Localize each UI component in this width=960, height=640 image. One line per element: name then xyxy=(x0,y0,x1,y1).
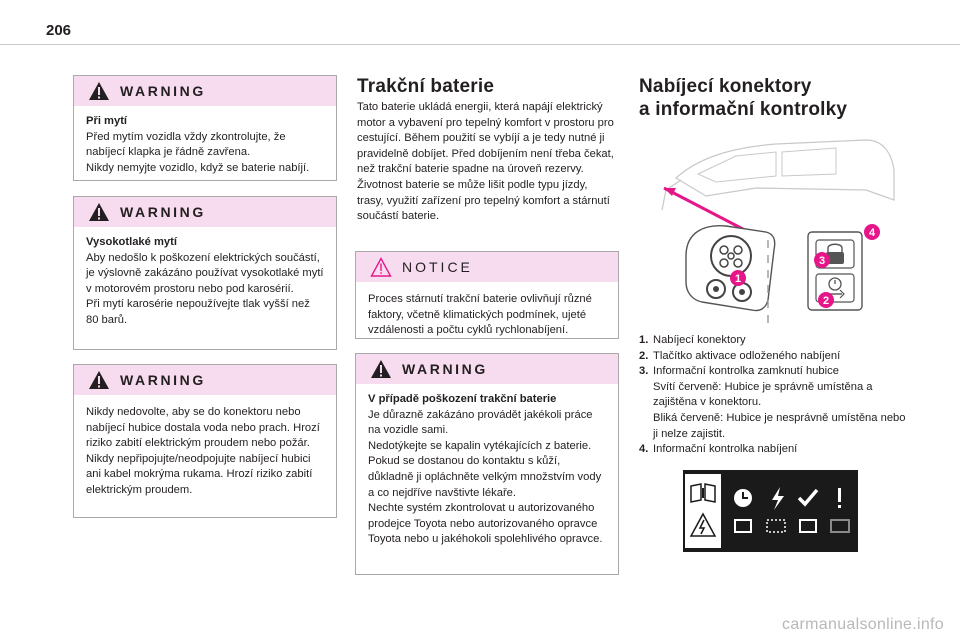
svg-text:1: 1 xyxy=(734,273,742,285)
callout-1 xyxy=(730,270,746,286)
warning-header xyxy=(74,365,336,395)
callout-3 xyxy=(814,252,830,268)
charging-indicator-panel xyxy=(683,470,858,552)
list-item-number: 2. xyxy=(639,349,649,362)
callout-4 xyxy=(864,224,880,240)
warning-heading: V případě poškození trakční baterie xyxy=(368,393,557,405)
warning-text: Před mytím vozidla vždy zkontrolujte, že nabíjecí klapka je řádně zavřena. Nikdy nemyjte vozidlo, když se baterie nabíjí. xyxy=(86,130,310,174)
list-item xyxy=(639,442,909,458)
warning-triangle-icon xyxy=(370,359,392,379)
list-item xyxy=(639,333,909,349)
warning-box-washing xyxy=(73,75,337,181)
warning-header xyxy=(74,197,336,227)
warning-triangle-icon xyxy=(88,370,110,390)
notice-triangle-icon xyxy=(370,257,392,277)
notice-title: NOTICE xyxy=(402,259,473,275)
list-item xyxy=(639,349,909,365)
svg-text:3: 3 xyxy=(818,255,826,267)
list-item-text: Nabíjecí konektory xyxy=(653,334,746,346)
warning-box-pressure xyxy=(73,196,337,350)
section-title-line2: a informační kontrolky xyxy=(639,99,848,120)
watermark: carmanualsonline.info xyxy=(782,616,944,633)
clock-icon xyxy=(734,489,752,507)
section-title-connectors xyxy=(639,75,847,121)
header-rule xyxy=(0,44,960,45)
warning-header xyxy=(356,354,618,384)
svg-text:4: 4 xyxy=(868,227,876,239)
list-item-text: Informační kontrolka nabíjení xyxy=(653,443,798,456)
exclamation-icon xyxy=(838,488,841,508)
warning-title: WARNING xyxy=(120,83,206,99)
warning-title: WARNING xyxy=(402,361,488,377)
warning-triangle-icon xyxy=(88,81,110,101)
warning-text: Je důrazně zakázáno provádět jakékoli práce na vozidle sami. Nedotýkejte se kapalin vytékajících z baterie. Pokud se dostanou do kontaktu s kůží, důkladně ji opláchněte velkým množstvím vody a co nejdříve navštivte lékaře. Nechte systém zkontrolovat u autorizovaného prodejce Toyota nebo autorizovaného opravce Toyota nebo u jakéhokoli spolehlivého opravce. xyxy=(368,408,603,546)
warning-header xyxy=(74,76,336,106)
legend-list xyxy=(639,333,909,458)
traction-battery-text: Tato baterie ukládá energii, která napájí elektrický motor a vybavení pro tepelný komfort v prostoru pro cestující. Během použití se vybíjí a je tedy nutné ji pravidelně dobíjet. Před dobíjením není třeba čekat, než trakční baterie spadne na úroveň rezervy. Životnost baterie se může lišit podle typu jízdy, trasy, využití zařízení pro tepelný komfort a stárnutí součástí baterie. xyxy=(357,101,614,223)
list-item-number: 1. xyxy=(639,334,649,346)
section-title-traction-battery: Trakční baterie xyxy=(357,76,495,97)
warning-triangle-icon xyxy=(88,202,110,222)
warning-title: WARNING xyxy=(120,204,206,220)
charging-connectors-figure xyxy=(636,130,896,330)
warning-title: WARNING xyxy=(120,372,206,388)
list-item-text: Tlačítko aktivace odloženého nabíjení xyxy=(653,349,841,362)
list-item-text: Informační kontrolka zamknutí hubice Svítí červeně: Hubice je správně umístěna a zajištěna v konektoru. Bliká červeně: Hubice je nesprávně umístěna nebo ji nelze zajistit. xyxy=(653,365,906,440)
warning-box-damage xyxy=(355,353,619,575)
callout-2 xyxy=(818,292,834,308)
svg-text:2: 2 xyxy=(822,295,830,307)
warning-text: Nikdy nedovolte, aby se do konektoru nebo nabíjecí hubice dostala voda nebo prach. Hrozí riziko zabití elektrickým proudem nebo požár. Nikdy nepřipojujte/neodpojujte nabíjecí hubici ani kabel mokrýma rukama. Hrozí riziko zabití elektrickým proudem. xyxy=(86,406,320,496)
warning-heading: Vysokotlaké mytí xyxy=(86,236,177,248)
warning-box-water xyxy=(73,364,337,518)
van-outline xyxy=(676,140,894,200)
section-title-line1: Nabíjecí konektory xyxy=(639,76,812,97)
warning-heading: Při mytí xyxy=(86,115,128,127)
lock-indicator-panel xyxy=(808,232,862,310)
notice-header xyxy=(356,252,618,282)
list-item-number: 3. xyxy=(639,365,649,378)
connector-socket xyxy=(686,226,775,311)
list-item-number: 4. xyxy=(639,443,649,456)
list-item xyxy=(639,364,909,442)
notice-text: Proces stárnutí trakční baterie ovlivňují různé faktory, včetně klimatických podmínek, ujeté vzdálenosti a počtu cyklů rychlonabíjení. xyxy=(368,293,592,337)
warning-text: Aby nedošlo k poškození elektrických součástí, je výslovně zakázáno používat vysokotlaké mytí v motorovém prostoru nebo pod karosérií. Při mytí karosérie nepoužívejte tlak vyšší než 80 barů. xyxy=(86,251,324,326)
page-number: 206 xyxy=(46,22,72,39)
notice-box xyxy=(355,251,619,339)
